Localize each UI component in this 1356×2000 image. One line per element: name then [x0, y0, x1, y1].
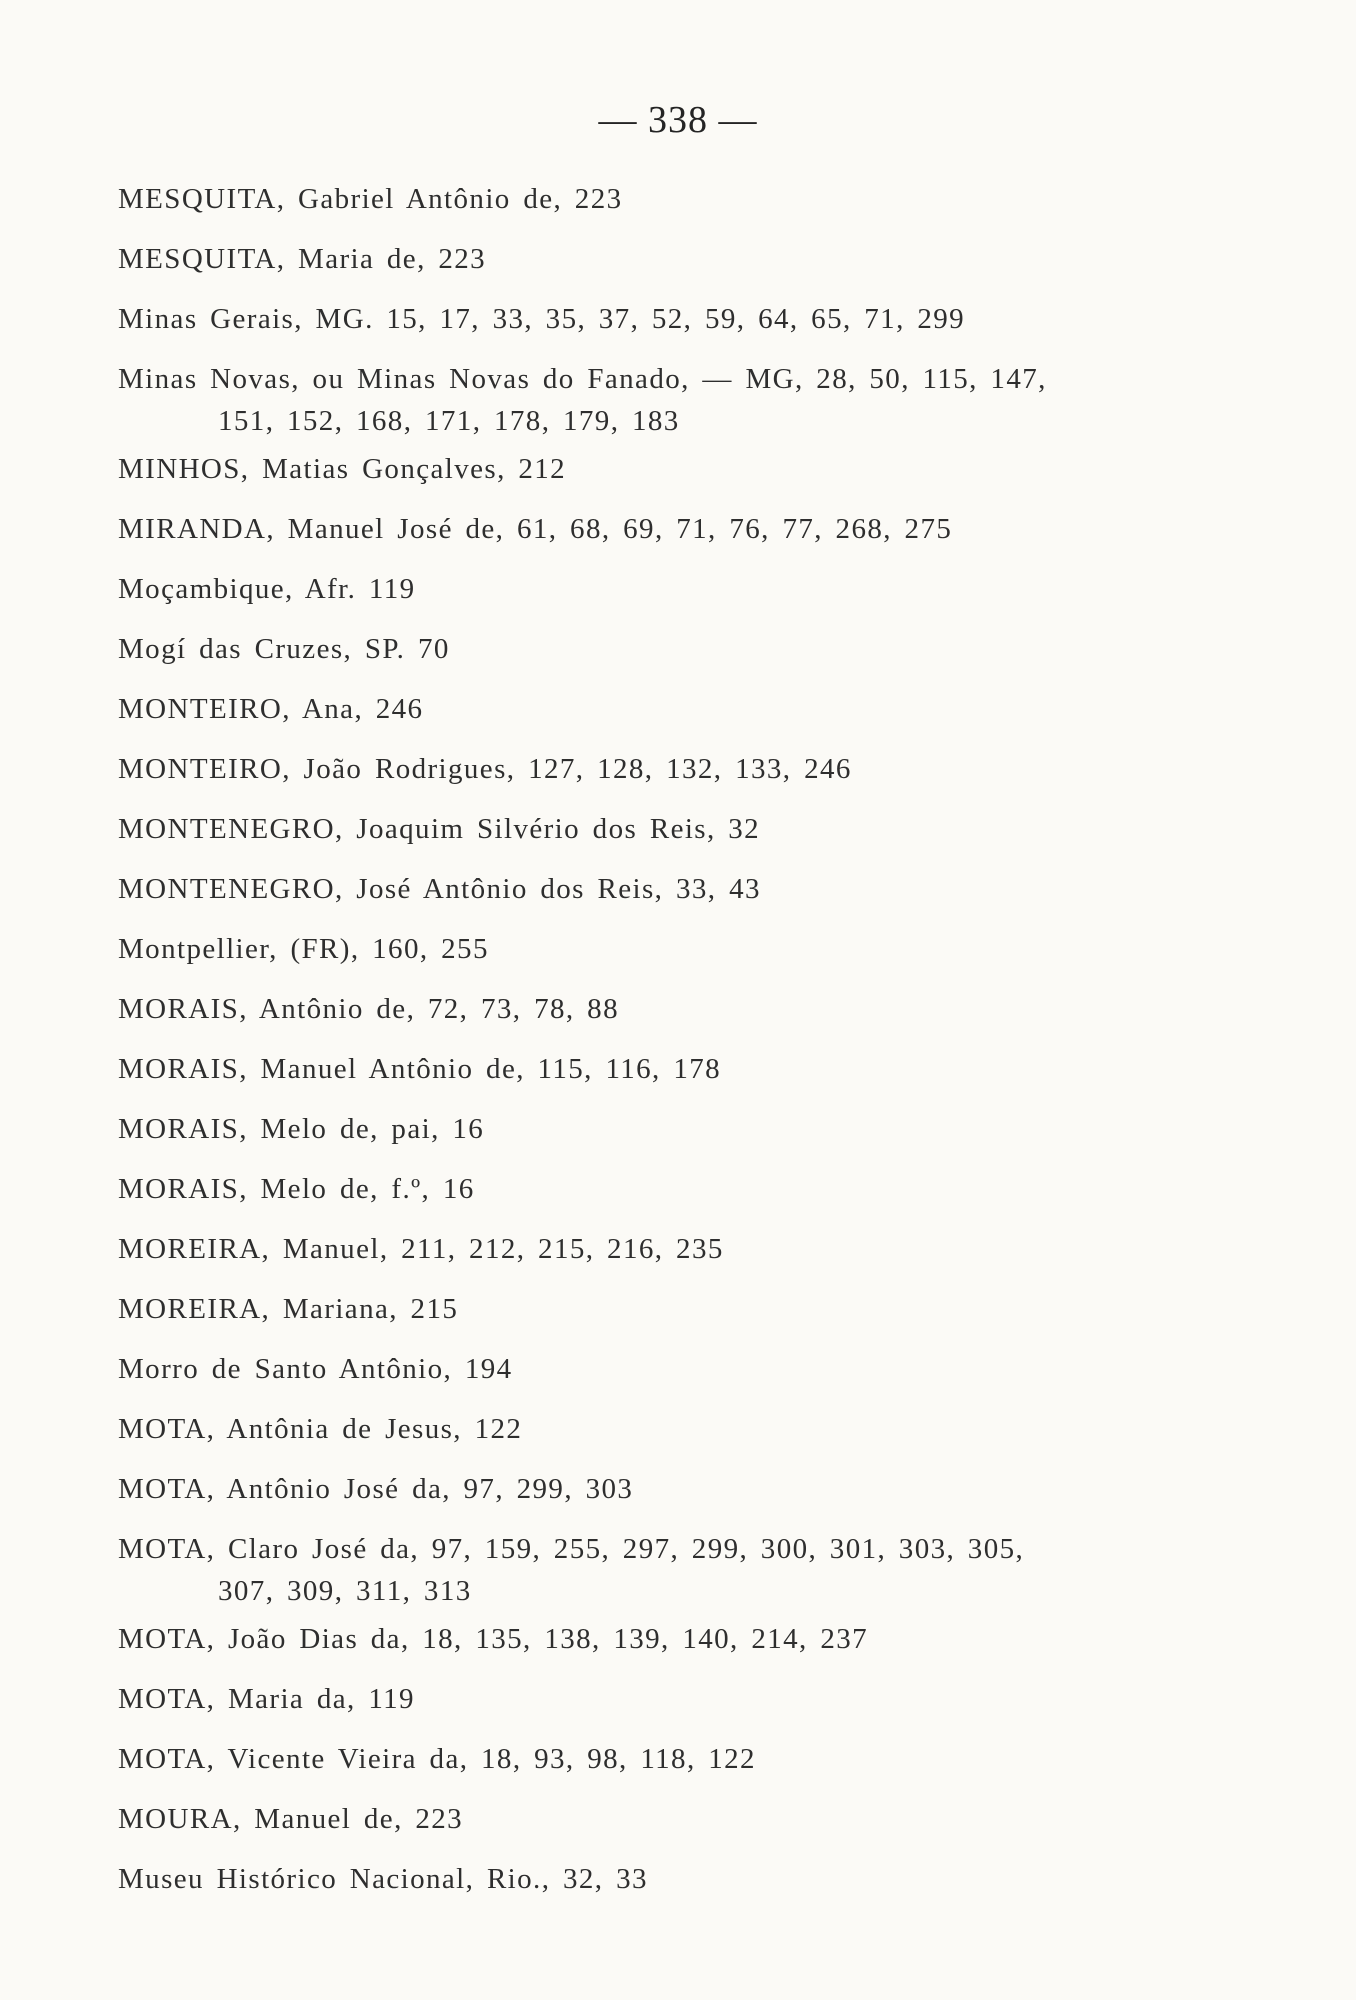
index-entry-text: Montpellier, (FR), 160, 255 [118, 933, 489, 965]
index-entry [118, 1528, 1248, 1612]
index-entry-text: Minas Gerais, MG. 15, 17, 33, 35, 37, 52, 59, 64, 65, 71, 299 [118, 303, 966, 335]
index-entry [118, 628, 1248, 670]
index-entry [118, 1738, 1248, 1780]
index-entry [118, 238, 1248, 280]
index-entry [118, 1618, 1248, 1660]
index-entry [118, 1678, 1248, 1720]
index-entry-text: MONTEIRO, João Rodrigues, 127, 128, 132, 133, 246 [118, 753, 852, 785]
index-entry-text: MESQUITA, Maria de, 223 [118, 243, 487, 275]
index-entry-text: MONTENEGRO, José Antônio dos Reis, 33, 43 [118, 873, 761, 905]
index-entry [118, 508, 1248, 550]
index-entry-text: Moçambique, Afr. 119 [118, 573, 416, 605]
index-entry [118, 568, 1248, 610]
index-entry [118, 1168, 1248, 1210]
index-entry [118, 988, 1248, 1030]
index-entry [118, 1798, 1248, 1840]
index-entry [118, 1228, 1248, 1270]
index-entry [118, 298, 1248, 340]
index-entry [118, 178, 1248, 220]
index-entry-text: MESQUITA, Gabriel Antônio de, 223 [118, 183, 623, 215]
page-number: — 338 — [598, 99, 758, 141]
index-entry-text: MOREIRA, Manuel, 211, 212, 215, 216, 235 [118, 1233, 724, 1265]
index-entry-text: Museu Histórico Nacional, Rio., 32, 33 [118, 1863, 648, 1895]
index-entry-text: MINHOS, Matias Gonçalves, 212 [118, 453, 567, 485]
index-entry-text: MORAIS, Manuel Antônio de, 115, 116, 178 [118, 1053, 722, 1085]
index-entry [118, 1468, 1248, 1510]
index-entry-continuation: 151, 152, 168, 171, 178, 179, 183 [218, 405, 680, 437]
index-entry [118, 1288, 1248, 1330]
index-entry-text: Minas Novas, ou Minas Novas do Fanado, — MG, 28, 50, 115, 147, [118, 363, 1047, 395]
index-entry-text: MONTENEGRO, Joaquim Silvério dos Reis, 32 [118, 813, 761, 845]
index-entry-text: MOTA, João Dias da, 18, 135, 138, 139, 140, 214, 237 [118, 1623, 869, 1655]
index-entry-text: Morro de Santo Antônio, 194 [118, 1353, 513, 1385]
index-entry-text: MORAIS, Melo de, pai, 16 [118, 1113, 485, 1145]
index-entry-text: MOREIRA, Mariana, 215 [118, 1293, 459, 1325]
index-entry [118, 928, 1248, 970]
index-entry [118, 1108, 1248, 1150]
index-entry [118, 688, 1248, 730]
index-entry [118, 1408, 1248, 1450]
index-entry-text: MOTA, Vicente Vieira da, 18, 93, 98, 118, 122 [118, 1743, 756, 1775]
index-entry [118, 1858, 1248, 1900]
index-entry [118, 748, 1248, 790]
index-entry-text: MOTA, Maria da, 119 [118, 1683, 415, 1715]
index-entry-text: MORAIS, Antônio de, 72, 73, 78, 88 [118, 993, 619, 1025]
index-entry-text: MOTA, Antônio José da, 97, 299, 303 [118, 1473, 634, 1505]
index-entry [118, 1348, 1248, 1390]
index-entry-text: MONTEIRO, Ana, 246 [118, 693, 424, 725]
index-entry-text: MOTA, Claro José da, 97, 159, 255, 297, 299, 300, 301, 303, 305, [118, 1533, 1025, 1565]
index-entry-continuation: 307, 309, 311, 313 [218, 1575, 472, 1607]
index-entry [118, 448, 1248, 490]
index-entry-text: Mogí das Cruzes, SP. 70 [118, 633, 450, 665]
index-entry [118, 358, 1248, 442]
index-entry-text: MIRANDA, Manuel José de, 61, 68, 69, 71, 76, 77, 268, 275 [118, 513, 953, 545]
index-entry [118, 1048, 1248, 1090]
index-entry-text: MORAIS, Melo de, f.º, 16 [118, 1173, 475, 1205]
index-entry [118, 868, 1248, 910]
index-entry [118, 808, 1248, 850]
index-entry-text: MOTA, Antônia de Jesus, 122 [118, 1413, 523, 1445]
index-entry-text: MOURA, Manuel de, 223 [118, 1803, 464, 1835]
